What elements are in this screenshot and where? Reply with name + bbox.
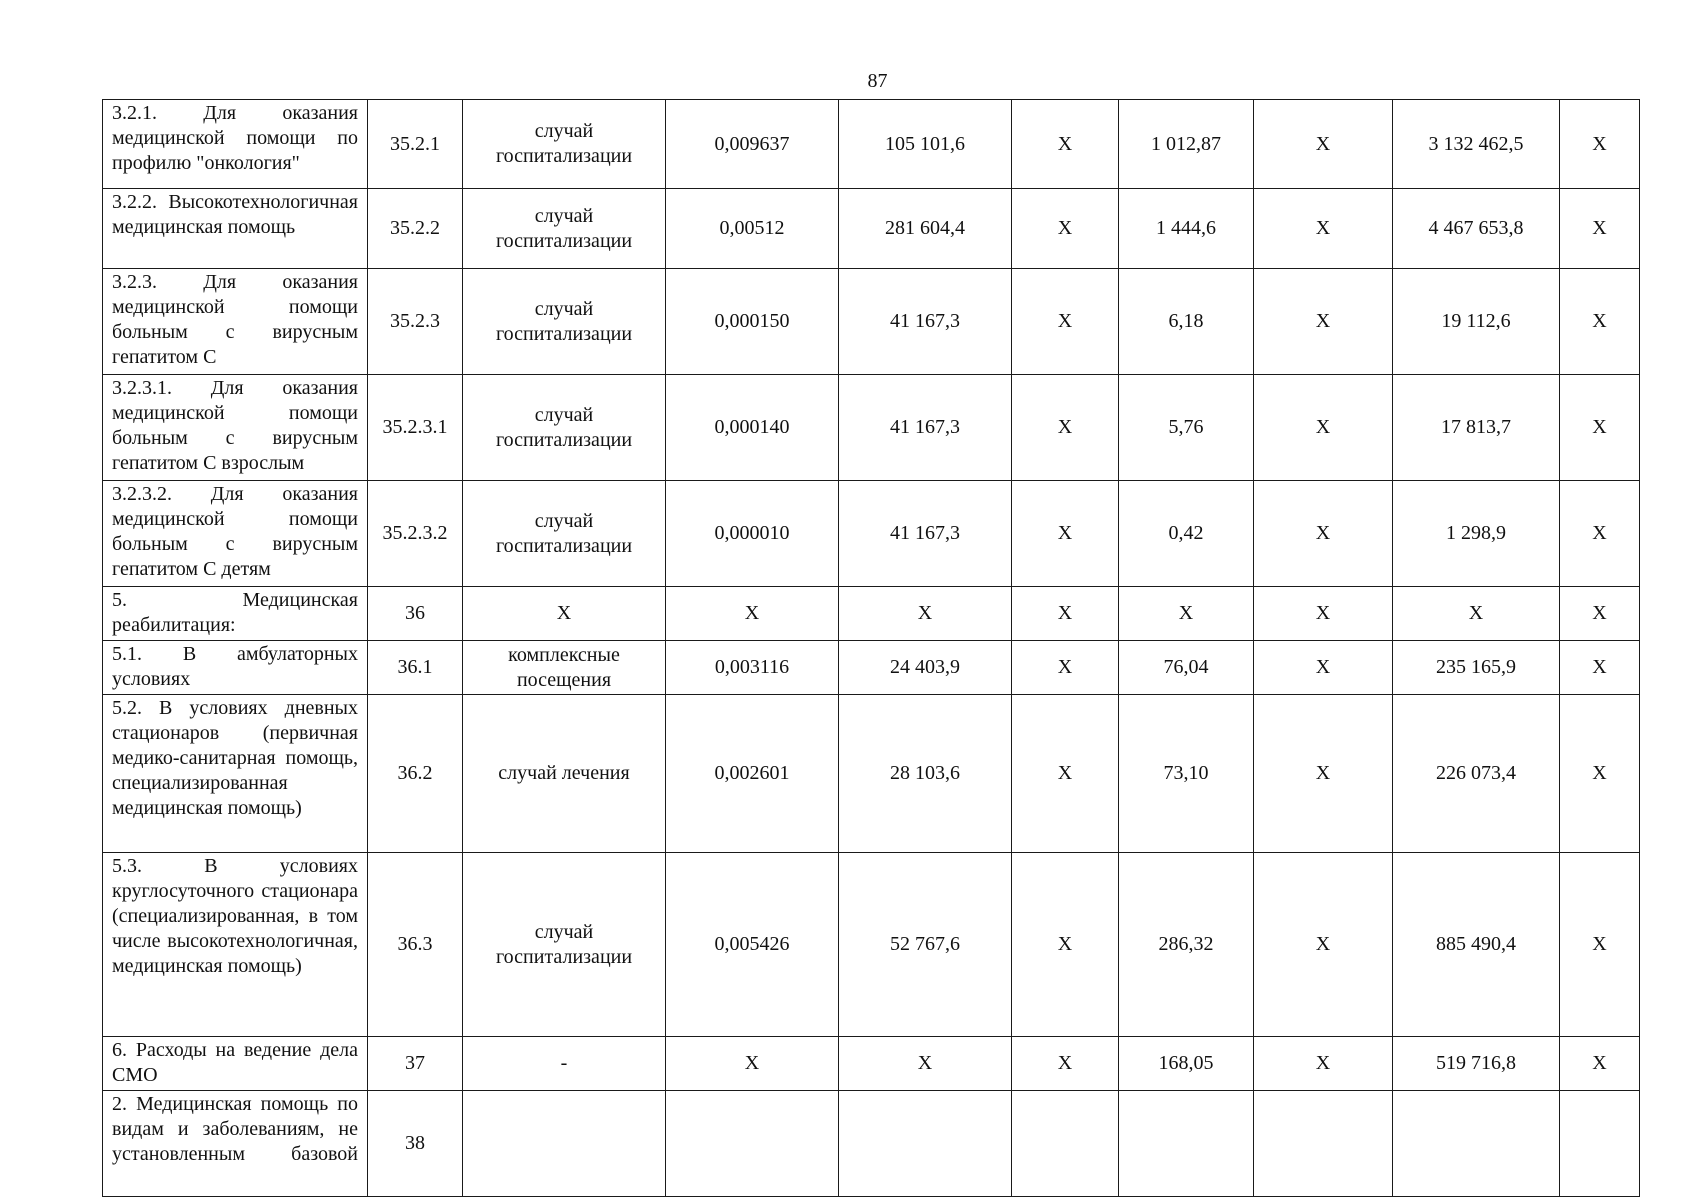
row-percapita-oms-cell (1119, 1091, 1254, 1197)
row-name-cell: 6. Расходы на ведение дела СМО (103, 1037, 368, 1091)
row-cost-norm-cell (839, 1091, 1012, 1197)
row-name-cell: 3.2.2. Высокотехнологичная медицинская помощь (103, 189, 368, 269)
row-unit-cell: случай лечения (463, 695, 666, 853)
table-row (103, 695, 1640, 853)
row-total-cell: X (1560, 269, 1640, 375)
table-row (103, 853, 1640, 1037)
row-code-cell: 36 (368, 587, 463, 641)
row-unit-cell: случай госпитализации (463, 269, 666, 375)
row-cost-norm-cell: 281 604,4 (839, 189, 1012, 269)
row-cost-oms-cell: 19 112,6 (1393, 269, 1560, 375)
row-percapita-oms-cell: 76,04 (1119, 641, 1254, 695)
table-body (103, 100, 1640, 1197)
row-volume-norm-cell: 0,005426 (666, 853, 839, 1037)
row-cost-budget-cell: X (1254, 695, 1393, 853)
row-cost-norm-cell: 52 767,6 (839, 853, 1012, 1037)
row-cost-budget-cell: X (1254, 1037, 1393, 1091)
row-percapita-oms-cell: 6,18 (1119, 269, 1254, 375)
row-cost-norm-cell: 41 167,3 (839, 269, 1012, 375)
financing-table (102, 99, 1640, 1197)
row-total-cell: X (1560, 587, 1640, 641)
row-cost-budget-cell: X (1254, 587, 1393, 641)
row-cost-budget-cell: X (1254, 269, 1393, 375)
row-cost-budget-cell: X (1254, 375, 1393, 481)
row-volume-norm-cell: 0,002601 (666, 695, 839, 853)
row-cost-norm-cell: 41 167,3 (839, 375, 1012, 481)
row-cost-norm-cell: 41 167,3 (839, 481, 1012, 587)
row-code-cell: 35.2.2 (368, 189, 463, 269)
table-row (103, 481, 1640, 587)
row-code-cell: 37 (368, 1037, 463, 1091)
row-percapita-budget-cell: X (1012, 641, 1119, 695)
table-row (103, 587, 1640, 641)
row-cost-norm-cell: X (839, 1037, 1012, 1091)
row-code-cell: 36.1 (368, 641, 463, 695)
row-cost-oms-cell: 17 813,7 (1393, 375, 1560, 481)
row-volume-norm-cell: 0,000140 (666, 375, 839, 481)
row-code-cell: 36.2 (368, 695, 463, 853)
row-unit-cell (463, 1091, 666, 1197)
row-percapita-oms-cell: 1 012,87 (1119, 100, 1254, 189)
row-cost-oms-cell: 226 073,4 (1393, 695, 1560, 853)
row-total-cell: X (1560, 1037, 1640, 1091)
row-cost-oms-cell: 885 490,4 (1393, 853, 1560, 1037)
row-unit-cell: - (463, 1037, 666, 1091)
row-percapita-budget-cell: X (1012, 587, 1119, 641)
row-percapita-budget-cell: X (1012, 269, 1119, 375)
row-code-cell: 35.2.3 (368, 269, 463, 375)
row-name-cell: 2. Медицинская помощь по видам и заболеваниям, не установленным базовой (103, 1091, 368, 1197)
row-volume-norm-cell: X (666, 1037, 839, 1091)
row-total-cell (1560, 1091, 1640, 1197)
page-number: 87 (867, 70, 888, 92)
row-percapita-oms-cell: 0,42 (1119, 481, 1254, 587)
row-name-cell: 3.2.3. Для оказания медицинской помощи больным с вирусным гепатитом С (103, 269, 368, 375)
row-percapita-oms-cell: 1 444,6 (1119, 189, 1254, 269)
row-name-cell: 5. Медицинская реабилитация: (103, 587, 368, 641)
row-cost-norm-cell: X (839, 587, 1012, 641)
row-volume-norm-cell: 0,000150 (666, 269, 839, 375)
row-percapita-oms-cell: 286,32 (1119, 853, 1254, 1037)
row-unit-cell: X (463, 587, 666, 641)
row-cost-norm-cell: 24 403,9 (839, 641, 1012, 695)
row-percapita-oms-cell: 5,76 (1119, 375, 1254, 481)
row-unit-cell: случай госпитализации (463, 853, 666, 1037)
row-cost-oms-cell: X (1393, 587, 1560, 641)
row-total-cell: X (1560, 375, 1640, 481)
row-cost-budget-cell: X (1254, 189, 1393, 269)
row-total-cell: X (1560, 100, 1640, 189)
row-total-cell: X (1560, 853, 1640, 1037)
row-volume-norm-cell (666, 1091, 839, 1197)
row-name-cell: 5.1. В амбулаторных условиях (103, 641, 368, 695)
row-total-cell: X (1560, 189, 1640, 269)
table-row (103, 100, 1640, 189)
row-cost-oms-cell: 3 132 462,5 (1393, 100, 1560, 189)
row-percapita-budget-cell: X (1012, 189, 1119, 269)
row-cost-oms-cell: 519 716,8 (1393, 1037, 1560, 1091)
row-cost-budget-cell: X (1254, 481, 1393, 587)
row-volume-norm-cell: X (666, 587, 839, 641)
table-row (103, 189, 1640, 269)
row-unit-cell: случай госпитализации (463, 189, 666, 269)
row-percapita-oms-cell: 73,10 (1119, 695, 1254, 853)
row-percapita-budget-cell: X (1012, 853, 1119, 1037)
row-cost-oms-cell: 235 165,9 (1393, 641, 1560, 695)
row-unit-cell: случай госпитализации (463, 481, 666, 587)
row-volume-norm-cell: 0,009637 (666, 100, 839, 189)
table-row (103, 1091, 1640, 1197)
row-name-cell: 5.2. В условиях дневных стационаров (первичная медико-санитарная помощь, специализированная медицинская помощь) (103, 695, 368, 853)
row-cost-budget-cell (1254, 1091, 1393, 1197)
row-percapita-budget-cell (1012, 1091, 1119, 1197)
row-percapita-oms-cell: X (1119, 587, 1254, 641)
row-code-cell: 36.3 (368, 853, 463, 1037)
row-percapita-budget-cell: X (1012, 1037, 1119, 1091)
row-cost-budget-cell: X (1254, 641, 1393, 695)
row-code-cell: 38 (368, 1091, 463, 1197)
row-percapita-budget-cell: X (1012, 481, 1119, 587)
row-percapita-budget-cell: X (1012, 100, 1119, 189)
row-volume-norm-cell: 0,00512 (666, 189, 839, 269)
row-percapita-budget-cell: X (1012, 375, 1119, 481)
table-row (103, 269, 1640, 375)
row-unit-cell: случай госпитализации (463, 375, 666, 481)
row-name-cell: 3.2.1. Для оказания медицинской помощи по профилю "онкология" (103, 100, 368, 189)
row-code-cell: 35.2.1 (368, 100, 463, 189)
row-cost-budget-cell: X (1254, 853, 1393, 1037)
row-name-cell: 3.2.3.1. Для оказания медицинской помощи больным с вирусным гепатитом С взрослым (103, 375, 368, 481)
row-total-cell: X (1560, 641, 1640, 695)
table-row (103, 641, 1640, 695)
row-code-cell: 35.2.3.1 (368, 375, 463, 481)
row-total-cell: X (1560, 481, 1640, 587)
row-name-cell: 3.2.3.2. Для оказания медицинской помощи больным с вирусным гепатитом С детям (103, 481, 368, 587)
row-cost-norm-cell: 28 103,6 (839, 695, 1012, 853)
row-volume-norm-cell: 0,003116 (666, 641, 839, 695)
row-total-cell: X (1560, 695, 1640, 853)
row-code-cell: 35.2.3.2 (368, 481, 463, 587)
row-percapita-budget-cell: X (1012, 695, 1119, 853)
row-name-cell: 5.3. В условиях круглосуточного стационара (специализированная, в том числе высокотехнологичная, медицинская помощь) (103, 853, 368, 1037)
row-cost-norm-cell: 105 101,6 (839, 100, 1012, 189)
table-row (103, 375, 1640, 481)
row-cost-oms-cell: 4 467 653,8 (1393, 189, 1560, 269)
row-unit-cell: случай госпитализации (463, 100, 666, 189)
row-cost-budget-cell: X (1254, 100, 1393, 189)
row-cost-oms-cell: 1 298,9 (1393, 481, 1560, 587)
row-unit-cell: комплексные посещения (463, 641, 666, 695)
row-percapita-oms-cell: 168,05 (1119, 1037, 1254, 1091)
table-row (103, 1037, 1640, 1091)
row-volume-norm-cell: 0,000010 (666, 481, 839, 587)
row-cost-oms-cell (1393, 1091, 1560, 1197)
